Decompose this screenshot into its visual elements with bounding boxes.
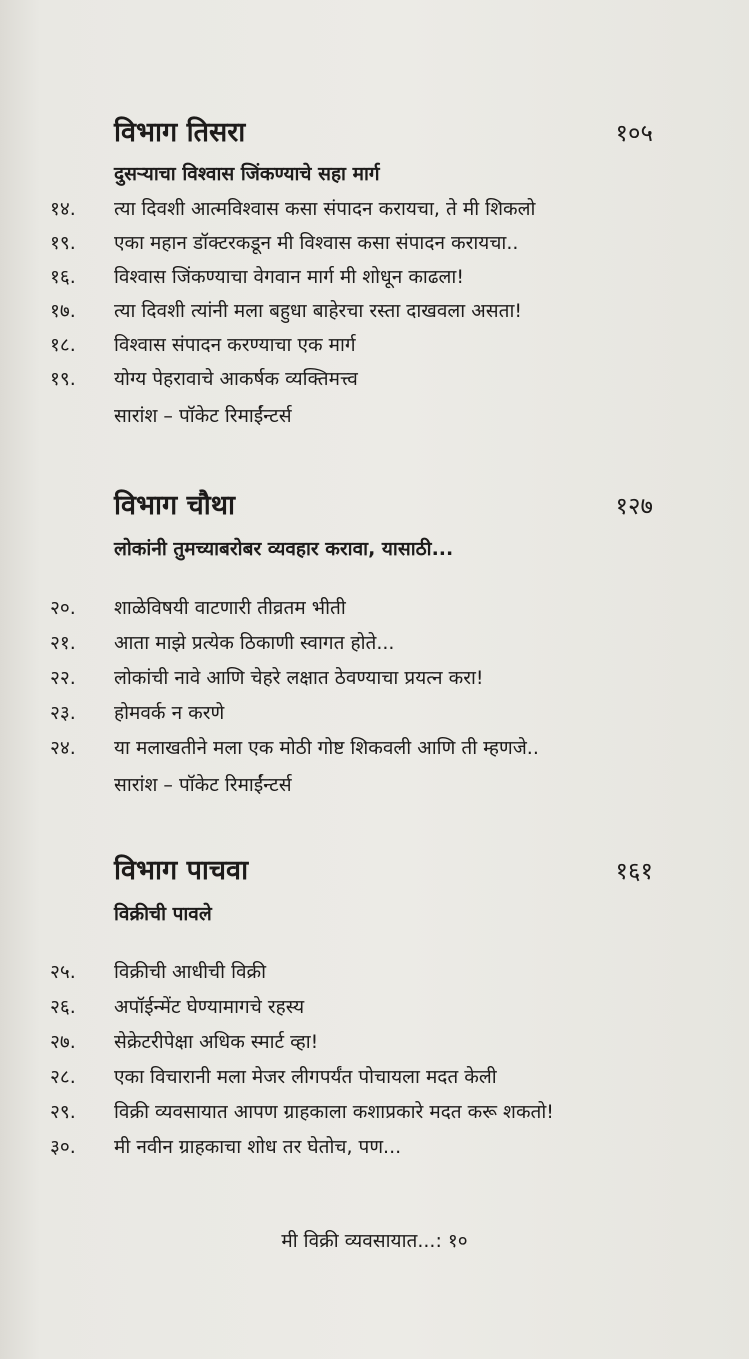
entry-title: विश्वास संपादन करण्याचा एक मार्ग bbox=[114, 334, 356, 356]
entry-number: १७. bbox=[50, 300, 76, 322]
page-footer: मी विक्री व्यवसायात...: १० bbox=[281, 1230, 468, 1252]
entry-number: २८. bbox=[50, 1066, 76, 1088]
entry-title: विक्री व्यवसायात आपण ग्राहकाला कशाप्रकारे मदत करू शकतो! bbox=[114, 1101, 554, 1123]
entry-title: आता माझे प्रत्येक ठिकाणी स्वागत होते... bbox=[114, 632, 395, 654]
entry-title: होमवर्क न करणे bbox=[114, 702, 225, 724]
entry-number: २२. bbox=[50, 667, 76, 689]
entry-number: १९. bbox=[50, 232, 76, 254]
toc-entry bbox=[0, 1098, 749, 1132]
entry-number: २१. bbox=[50, 632, 76, 654]
toc-entry bbox=[0, 664, 749, 698]
entry-number: २९. bbox=[50, 1101, 76, 1123]
toc-entry bbox=[0, 263, 749, 297]
entry-title: योग्य पेहरावाचे आकर्षक व्यक्तिमत्त्व bbox=[114, 368, 358, 390]
entry-number: २७. bbox=[50, 1031, 76, 1053]
entry-title: शाळेविषयी वाटणारी तीव्रतम भीती bbox=[114, 597, 346, 619]
toc-entry bbox=[0, 195, 749, 229]
toc-entry bbox=[0, 1133, 749, 1167]
section-title: विभाग पाचवा bbox=[114, 855, 249, 886]
section-subtitle: विक्रीची पावले bbox=[114, 903, 212, 925]
toc-entry bbox=[0, 734, 749, 768]
entry-title: या मलाखतीने मला एक मोठी गोष्ट शिकवली आणि ती म्हणजे.. bbox=[114, 737, 539, 759]
entry-number: ३०. bbox=[50, 1136, 76, 1158]
section-subtitle: लोकांनी तुमच्याबरोबर व्यवहार करावा, यासाठी... bbox=[114, 538, 454, 560]
toc-entry bbox=[0, 365, 749, 399]
entry-title: त्या दिवशी त्यांनी मला बहुधा बाहेरचा रस्ता दाखवला असता! bbox=[114, 300, 522, 322]
section-summary: सारांश – पॉकेट रिमाईंन्टर्स bbox=[114, 405, 292, 427]
entry-title: विश्वास जिंकण्याचा वेगवान मार्ग मी शोधून काढला! bbox=[114, 266, 464, 288]
section-page-number: १०५ bbox=[615, 119, 653, 147]
entry-number: २५. bbox=[50, 961, 76, 983]
toc-entry bbox=[0, 629, 749, 663]
entry-number: २०. bbox=[50, 597, 76, 619]
entry-number: १९. bbox=[50, 368, 76, 390]
entry-title: एका विचारानी मला मेजर लीगपर्यंत पोचायला मदत केली bbox=[114, 1066, 497, 1088]
toc-entry bbox=[0, 1028, 749, 1062]
toc-entry bbox=[0, 958, 749, 992]
entry-number: २६. bbox=[50, 996, 76, 1018]
toc-entry bbox=[0, 993, 749, 1027]
entry-title: एका महान डॉक्टरकडून मी विश्वास कसा संपादन करायचा.. bbox=[114, 232, 519, 254]
entry-title: मी नवीन ग्राहकाचा शोध तर घेतोच, पण... bbox=[114, 1136, 402, 1158]
section-summary: सारांश – पॉकेट रिमाईंन्टर्स bbox=[114, 774, 292, 796]
entry-number: २३. bbox=[50, 702, 76, 724]
toc-entry bbox=[0, 229, 749, 263]
entry-title: लोकांची नावे आणि चेहरे लक्षात ठेवण्याचा प्रयत्न करा! bbox=[114, 667, 484, 689]
entry-number: २४. bbox=[50, 737, 76, 759]
section-page-number: १६१ bbox=[615, 857, 653, 885]
entry-title: अपॉईन्मेंट घेण्यामागचे रहस्य bbox=[114, 996, 305, 1018]
entry-title: सेक्रेटरीपेक्षा अधिक स्मार्ट व्हा! bbox=[114, 1031, 319, 1053]
toc-entry bbox=[0, 699, 749, 733]
toc-entry bbox=[0, 594, 749, 628]
entry-number: १६. bbox=[50, 266, 76, 288]
entry-number: १८. bbox=[50, 334, 76, 356]
entry-number: १४. bbox=[50, 198, 76, 220]
section-subtitle: दुसऱ्याचा विश्वास जिंकण्याचे सहा मार्ग bbox=[114, 163, 380, 185]
toc-entry bbox=[0, 1063, 749, 1097]
entry-title: त्या दिवशी आत्मविश्वास कसा संपादन करायचा, ते मी शिकलो bbox=[114, 198, 536, 220]
toc-entry bbox=[0, 297, 749, 331]
section-page-number: १२७ bbox=[615, 492, 653, 520]
toc-entry bbox=[0, 331, 749, 365]
section-title: विभाग चौथा bbox=[114, 490, 235, 521]
entry-title: विक्रीची आधीची विक्री bbox=[114, 961, 267, 983]
section-title: विभाग तिसरा bbox=[114, 117, 246, 148]
